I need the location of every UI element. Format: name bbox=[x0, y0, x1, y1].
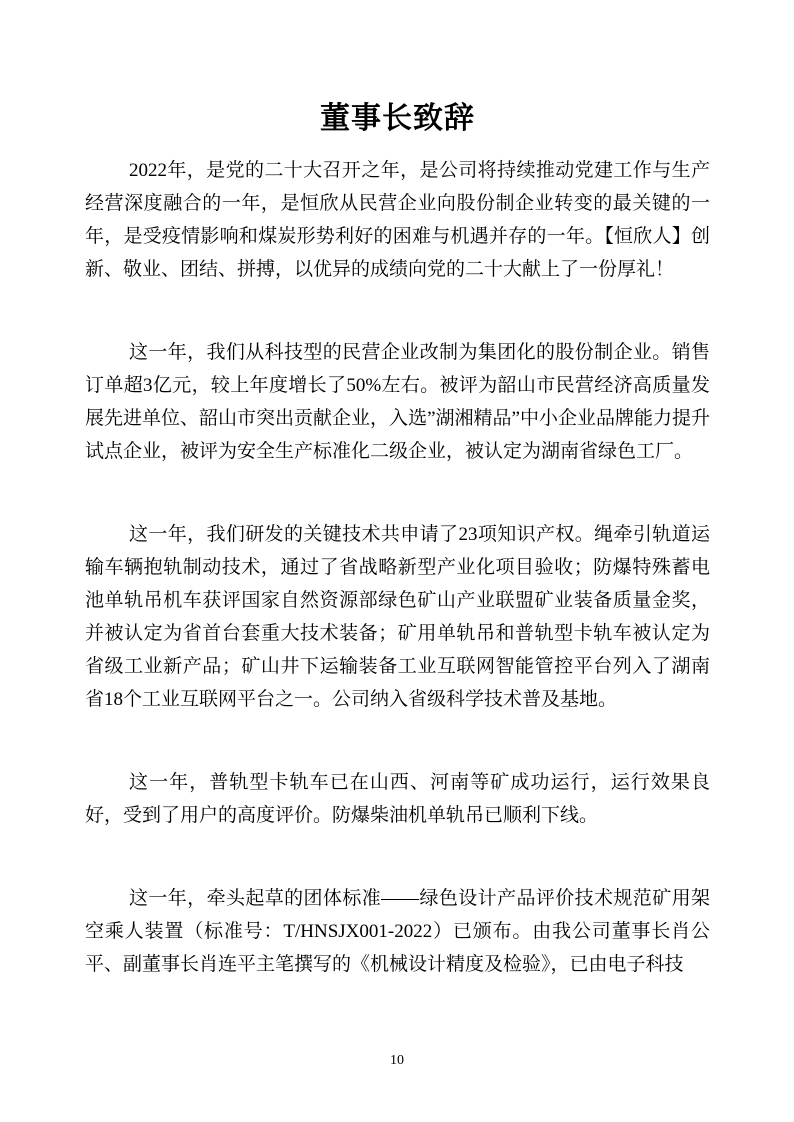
paragraph-2: 这一年，我们从科技型的民营企业改制为集团化的股份制企业。销售订单超3亿元，较上年度增长了50%左右。被评为韶山市民营经济高质量发展先进单位、韶山市突出贡献企业，入选”湖湘精品”中小企业品牌能力提升试点企业，被评为安全生产标准化二级企业，被认定为湖南省绿色工厂。 bbox=[85, 342, 710, 462]
page-title: 董事长致辞 bbox=[320, 101, 475, 136]
paragraph-5: 这一年，牵头起草的团体标准——绿色设计产品评价技术规范矿用架空乘人装置（标准号：T/HNSJX001-2022）已颁布。由我公司董事长肖公平、副董事长肖连平主笔撰写的《机械设计精度及检验》，已由电子科技 bbox=[85, 888, 710, 975]
paragraph-3: 这一年，我们研发的关键技术共申请了23项知识产权。绳牵引轨道运输车辆抱轨制动技术，通过了省战略新型产业化项目验收；防爆特殊蓄电池单轨吊机车获评国家自然资源部绿色矿山产业联盟矿业装备质量金奖，并被认定为省首台套重大技术装备；矿用单轨吊和普轨型卡轨车被认定为省级工业新产品；矿山井下运输装备工业互联网智能管控平台列入了湖南省18个工业互联网平台之一。公司纳入省级科学技术普及基地。 bbox=[85, 524, 710, 710]
page-number: 10 bbox=[390, 1053, 404, 1068]
body-text bbox=[85, 154, 710, 981]
paragraph-4: 这一年，普轨型卡轨车已在山西、河南等矿成功运行，运行效果良好，受到了用户的高度评价。防爆柴油机单轨吊已顺利下线。 bbox=[85, 772, 710, 826]
paragraph-1: 2022年，是党的二十大召开之年，是公司将持续推动党建工作与生产经营深度融合的一年，是恒欣从民营企业向股份制企业转变的最关键的一年，是受疫情影响和煤炭形势利好的困难与机遇并存的一年。【恒欣人】创新、敬业、团结、拼搏，以优异的成绩向党的二十大献上了一份厚礼！ bbox=[85, 160, 710, 280]
